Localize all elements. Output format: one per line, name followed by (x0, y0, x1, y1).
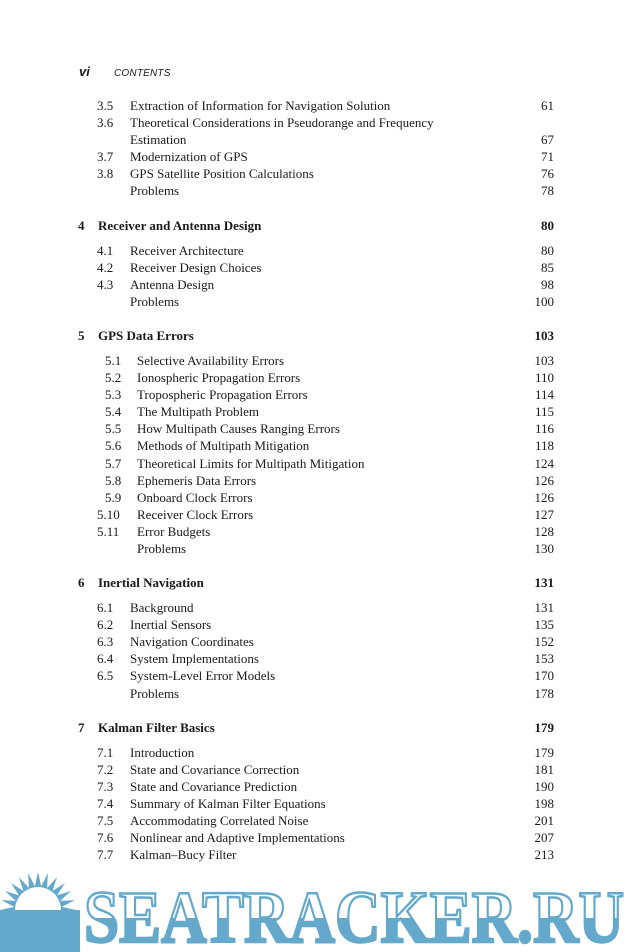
entry-title: Receiver Architecture (130, 242, 244, 258)
entry-number: 5.11 (97, 523, 120, 539)
entry-page: 170 (534, 668, 554, 684)
toc-entry (0, 369, 632, 386)
entry-title: Introduction (130, 744, 195, 760)
entry-page: 67 (541, 132, 554, 148)
page-header (79, 64, 171, 79)
toc-entry (0, 506, 632, 523)
toc-entry (0, 523, 632, 540)
entry-page: 201 (534, 813, 554, 828)
entry-page: 127 (534, 506, 554, 522)
toc-chapter (0, 574, 632, 591)
toc-entry (0, 242, 632, 259)
entry-page: 153 (534, 651, 554, 667)
entry-page: 80 (541, 217, 554, 233)
watermark-logo (0, 868, 632, 952)
entry-title: Background (130, 600, 194, 616)
entry-title: Nonlinear and Adaptive Implementations (130, 830, 345, 846)
sun-icon (0, 872, 80, 952)
toc-entry (0, 829, 632, 846)
toc-entry (0, 795, 632, 812)
entry-page: 178 (534, 685, 554, 701)
entry-page: 61 (541, 98, 554, 113)
entry-number: 4.3 (97, 276, 114, 292)
toc-entry (0, 97, 632, 114)
entry-title: Receiver and Antenna Design (98, 217, 262, 233)
toc-entry (0, 386, 632, 403)
toc-entry (0, 165, 632, 182)
entry-page: 71 (541, 149, 554, 165)
entry-page: 181 (534, 761, 554, 777)
watermark-text: SEATRACKER.RU (84, 877, 624, 952)
entry-number: 6.2 (97, 617, 114, 633)
entry-title: Accommodating Correlated Noise (130, 813, 309, 828)
entry-title: Estimation (130, 132, 187, 148)
entry-page: 116 (534, 421, 554, 437)
entry-page: 115 (534, 404, 554, 420)
entry-title: GPS Satellite Position Calculations (130, 166, 314, 182)
toc-entry (0, 403, 632, 420)
entry-page: 207 (534, 830, 554, 846)
entry-page: 80 (541, 242, 554, 258)
entry-number: 5.5 (105, 421, 122, 437)
entry-title: Selective Availability Errors (137, 352, 285, 368)
entry-number: 5.8 (105, 472, 122, 488)
toc-entry (0, 293, 632, 310)
toc-entry (0, 599, 632, 616)
entry-title: Problems (130, 685, 180, 701)
entry-title: Ephemeris Data Errors (137, 472, 257, 488)
entry-number: 7.2 (97, 761, 114, 777)
entry-number: 7.4 (97, 795, 114, 811)
entry-title: Onboard Clock Errors (137, 489, 253, 505)
entry-page: 110 (534, 370, 554, 386)
entry-number: 7.3 (97, 778, 114, 794)
entry-page: 126 (534, 489, 554, 505)
toc-entry (0, 761, 632, 778)
entry-title: Navigation Coordinates (130, 634, 254, 650)
entry-title: Kalman–Bucy Filter (130, 847, 237, 863)
toc-entry (0, 489, 632, 506)
entry-title: System Implementations (130, 651, 259, 667)
entry-title: Problems (137, 540, 187, 556)
entry-page: 213 (534, 847, 554, 863)
entry-title: GPS Data Errors (98, 327, 194, 343)
entry-number: 7.1 (97, 744, 114, 760)
entry-title: Inertial Navigation (98, 575, 204, 591)
toc-entry (0, 276, 632, 293)
entry-title: Receiver Design Choices (130, 259, 262, 275)
entry-title: Extraction of Information for Navigation Solution (130, 98, 391, 113)
entry-number: 4.1 (97, 242, 114, 258)
entry-title: Modernization of GPS (130, 149, 248, 165)
entry-number: 5.1 (105, 352, 122, 368)
entry-number: 3.8 (97, 166, 114, 182)
entry-number: 4 (78, 217, 85, 233)
toc-entry (0, 744, 632, 761)
toc-chapter (0, 327, 632, 344)
entry-title: Methods of Multipath Mitigation (137, 438, 310, 454)
entry-page: 85 (541, 259, 554, 275)
entry-number: 3.7 (97, 149, 114, 165)
entry-title: How Multipath Causes Ranging Errors (137, 421, 340, 437)
entry-number: 7.5 (97, 813, 114, 828)
toc-entry (0, 472, 632, 489)
entry-title: Theoretical Considerations in Pseudorange and Frequency (130, 115, 434, 131)
entry-page: 78 (541, 183, 554, 199)
toc-entry (0, 437, 632, 454)
toc-entry (0, 616, 632, 633)
entry-title: Problems (130, 183, 180, 199)
entry-number: 4.2 (97, 259, 114, 275)
entry-title: Tropospheric Propagation Errors (137, 387, 308, 403)
entry-page: 131 (534, 575, 554, 591)
toc-entry (0, 259, 632, 276)
entry-number: 6.4 (97, 651, 114, 667)
entry-title: Summary of Kalman Filter Equations (130, 795, 326, 811)
entry-number: 5.2 (105, 370, 122, 386)
entry-number: 3.5 (97, 98, 114, 113)
entry-page: 135 (534, 617, 554, 633)
toc-entry (0, 148, 632, 165)
toc-entry (0, 352, 632, 369)
entry-title: State and Covariance Prediction (130, 778, 298, 794)
page-folio: vi (79, 64, 90, 79)
entry-number: 6.3 (97, 634, 114, 650)
entry-number: 5.4 (105, 404, 122, 420)
entry-page: 118 (534, 438, 554, 454)
entry-page: 100 (534, 293, 554, 309)
toc-entry (0, 633, 632, 650)
entry-page: 114 (534, 387, 554, 403)
toc-entry (0, 685, 632, 702)
entry-number: 5.7 (105, 455, 122, 471)
entry-number: 7 (78, 719, 85, 735)
toc-chapter (0, 217, 632, 234)
entry-page: 198 (534, 795, 554, 811)
entry-title: Ionospheric Propagation Errors (137, 370, 301, 386)
entry-title: The Multipath Problem (137, 404, 260, 420)
entry-number: 7.7 (97, 847, 114, 863)
entry-number: 5.6 (105, 438, 122, 454)
entry-title: Receiver Clock Errors (137, 506, 254, 522)
entry-page: 126 (534, 472, 554, 488)
toc-chapter (0, 719, 632, 736)
entry-number: 6.1 (97, 600, 114, 616)
entry-page: 179 (534, 744, 554, 760)
toc-entry (0, 131, 632, 148)
entry-number: 5.9 (105, 489, 122, 505)
toc-entry (0, 778, 632, 795)
entry-page: 179 (534, 719, 554, 735)
entry-page: 103 (534, 352, 554, 368)
toc-entry (0, 650, 632, 667)
entry-number: 5.10 (97, 506, 120, 522)
running-head: CONTENTS (114, 68, 171, 79)
entry-page: 98 (541, 276, 554, 292)
entry-number: 6.5 (97, 668, 114, 684)
toc-entry (0, 846, 632, 863)
entry-page: 152 (534, 634, 554, 650)
entry-page: 103 (534, 327, 554, 343)
table-of-contents (0, 97, 632, 863)
entry-page: 128 (534, 523, 554, 539)
entry-page: 130 (534, 540, 554, 556)
entry-title: State and Covariance Correction (130, 761, 300, 777)
toc-entry (0, 667, 632, 684)
entry-number: 7.6 (97, 830, 114, 846)
toc-entry (0, 812, 632, 829)
entry-page: 131 (534, 600, 554, 616)
entry-title: System-Level Error Models (130, 668, 276, 684)
entry-page: 124 (534, 455, 554, 471)
entry-title: Theoretical Limits for Multipath Mitigation (137, 455, 365, 471)
toc-entry (0, 455, 632, 472)
entry-title: Inertial Sensors (130, 617, 212, 633)
entry-page: 190 (534, 778, 554, 794)
entry-title: Error Budgets (137, 523, 211, 539)
entry-title: Antenna Design (130, 276, 215, 292)
entry-page: 76 (541, 166, 554, 182)
toc-entry (0, 540, 632, 557)
entry-number: 6 (78, 575, 85, 591)
toc-entry (0, 420, 632, 437)
entry-title: Problems (130, 293, 180, 309)
toc-entry (0, 182, 632, 199)
entry-title: Kalman Filter Basics (98, 719, 215, 735)
entry-number: 5.3 (105, 387, 122, 403)
entry-number: 3.6 (97, 115, 114, 131)
toc-entry (0, 114, 632, 131)
entry-number: 5 (78, 327, 85, 343)
